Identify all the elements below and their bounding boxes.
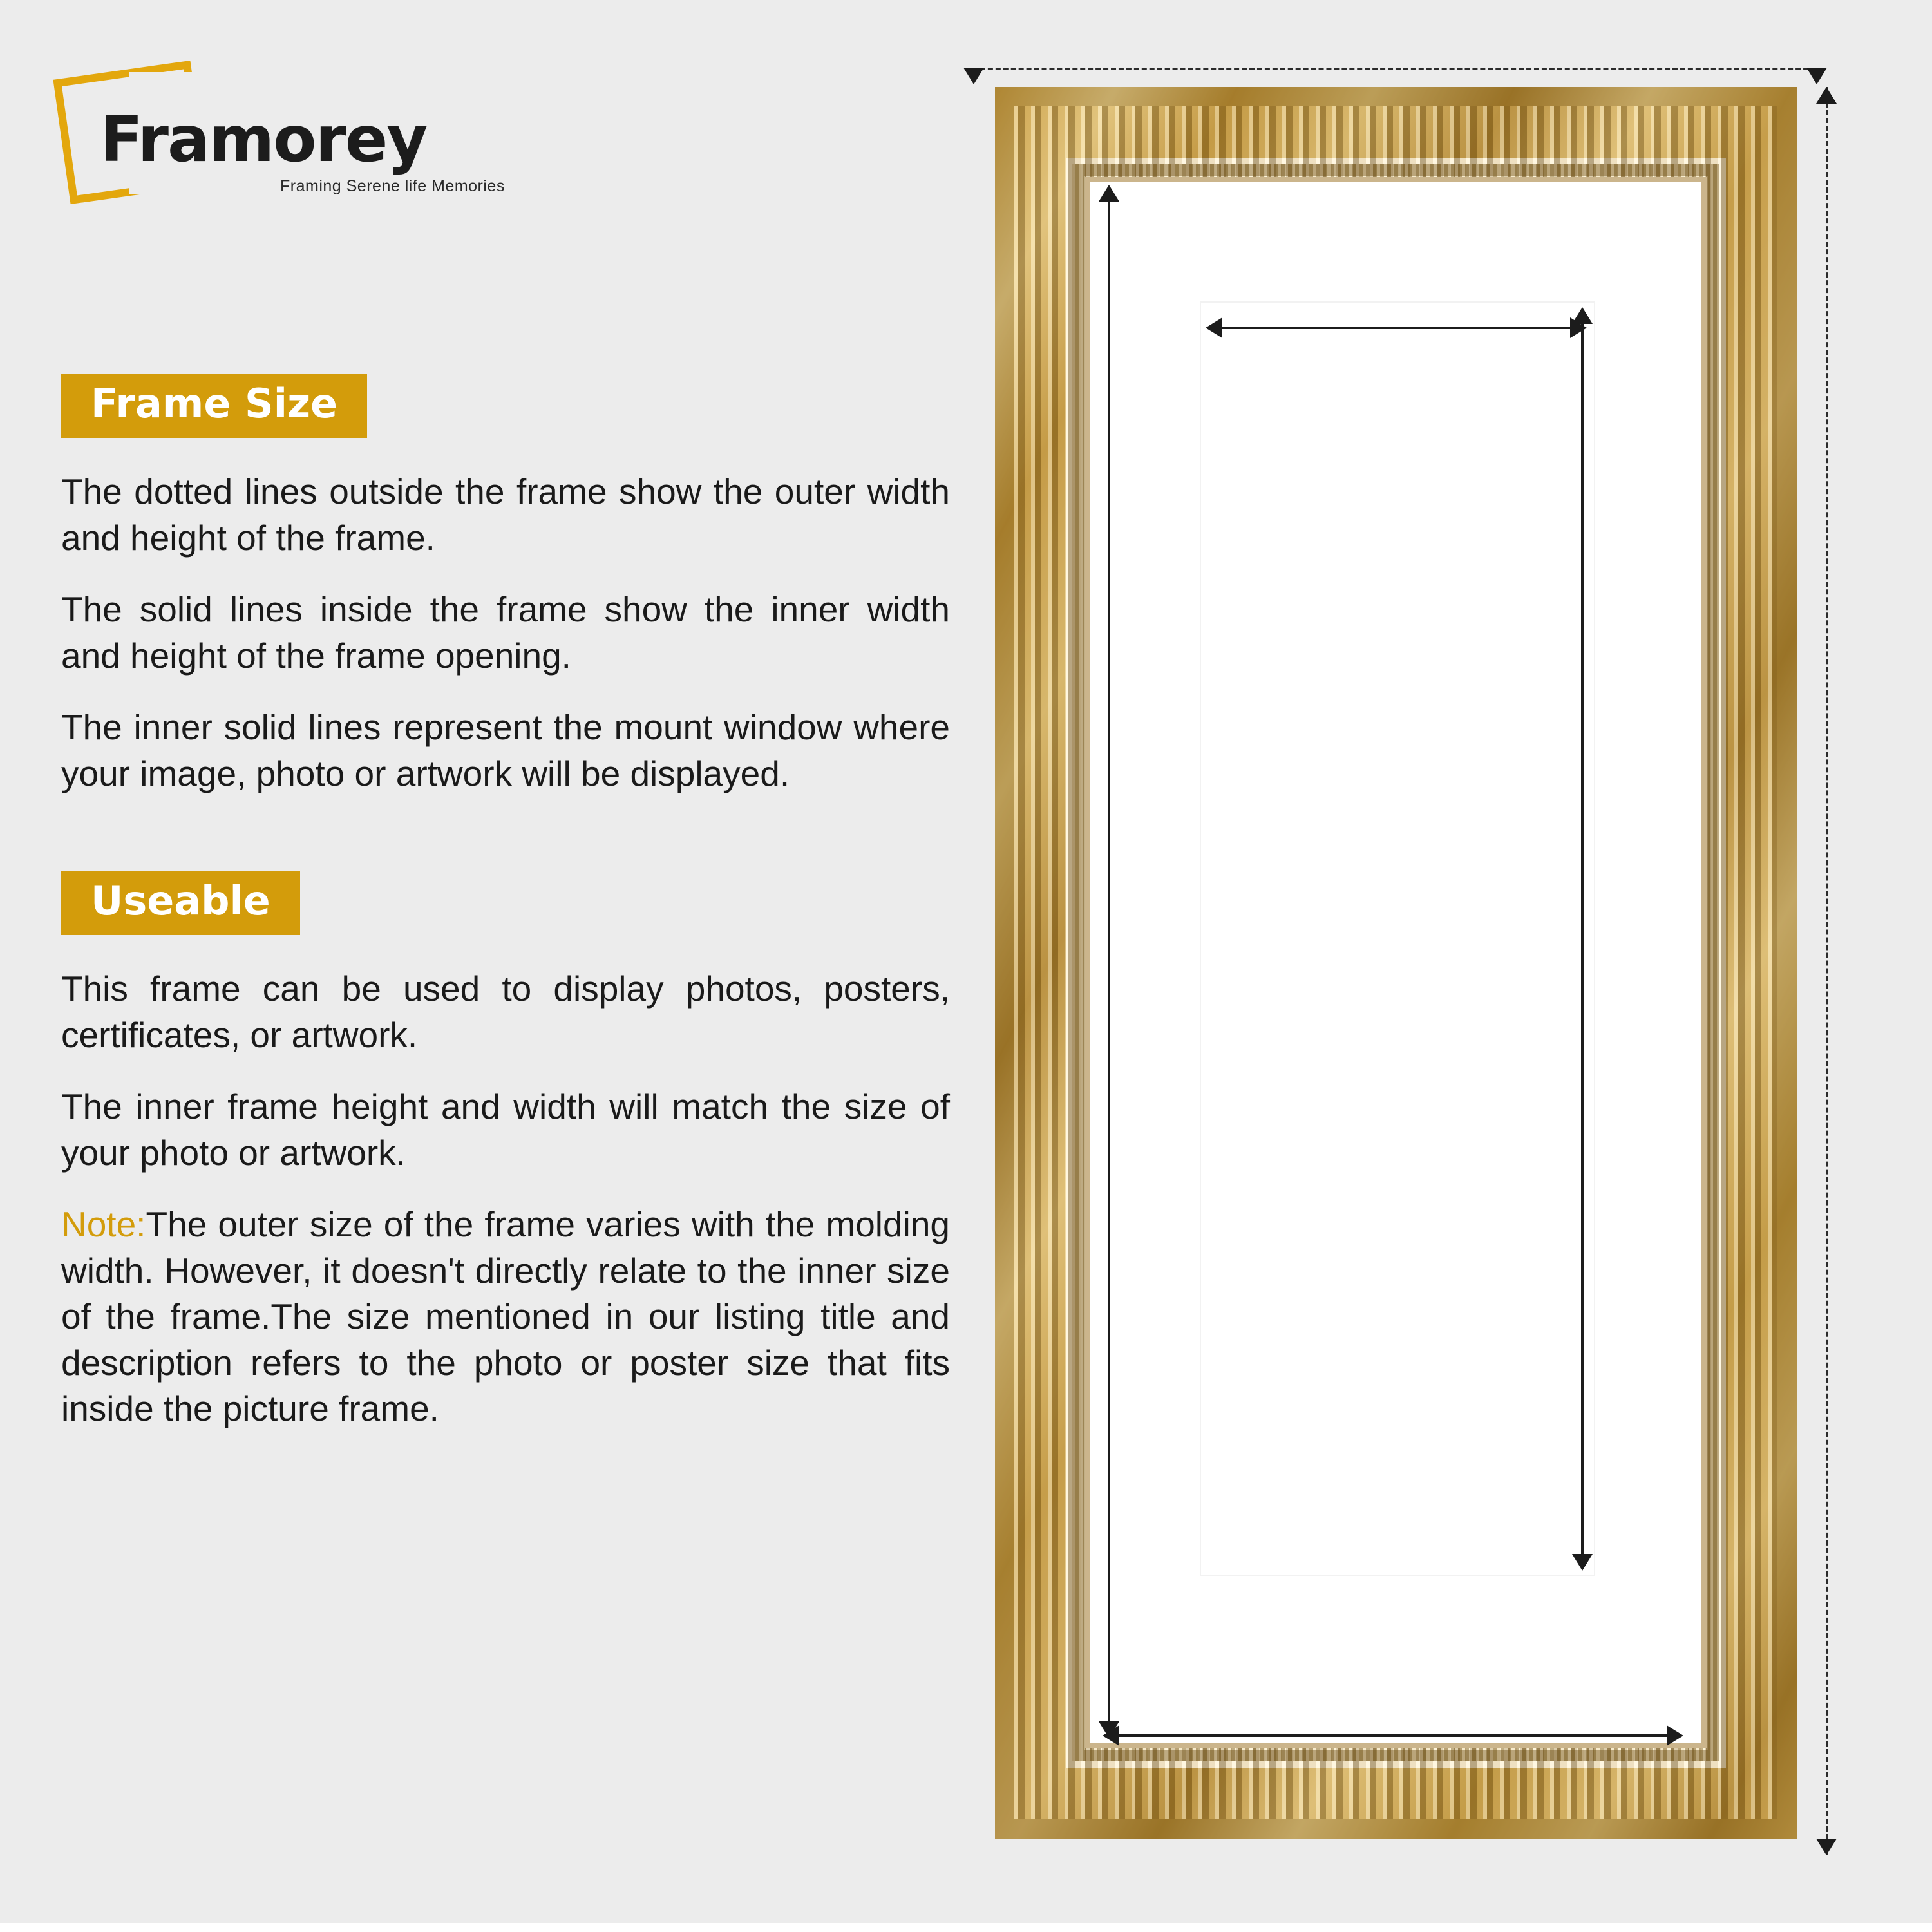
frame-size-paragraph-2: The solid lines inside the frame show the inner width and height of the frame opening. bbox=[61, 589, 950, 676]
section-useable bbox=[61, 871, 963, 1432]
info-column bbox=[61, 374, 963, 1432]
inner-width-arrow-right bbox=[1667, 1725, 1683, 1746]
mount-height-arrow-bottom bbox=[1572, 1554, 1593, 1571]
inner-height-line bbox=[1108, 190, 1110, 1736]
outer-dimension-line-right bbox=[1826, 87, 1828, 1855]
mount-width-arrow-left bbox=[1206, 317, 1222, 338]
inner-width-arrow-left bbox=[1103, 1725, 1119, 1746]
outer-arrow-top-right bbox=[1806, 68, 1827, 84]
useable-paragraph-2: The inner frame height and width will match the size of your photo or artwork. bbox=[61, 1086, 950, 1173]
frame-size-paragraph-3: The inner solid lines represent the mount window where your image, photo or artwork will be displayed. bbox=[61, 707, 950, 793]
inner-height-arrow-top bbox=[1099, 185, 1119, 202]
outer-arrow-right-bottom bbox=[1816, 1839, 1837, 1855]
outer-arrow-top-left bbox=[963, 68, 984, 84]
brand-tagline: Framing Serene life Memories bbox=[280, 177, 505, 195]
section-badge-frame-size: Frame Size bbox=[61, 374, 367, 438]
section-frame-size bbox=[61, 374, 963, 797]
page-bottom-edge bbox=[0, 1923, 1932, 1932]
note-text: The outer size of the frame varies with the molding width. However, it doesn't directly relate to the inner size of the frame.The size mentioned in our listing title and description refers to the photo or poster size that fits inside the picture frame. bbox=[61, 1204, 950, 1428]
brand-logo bbox=[61, 45, 505, 195]
useable-paragraph-1: This frame can be used to display photos, posters, certificates, or artwork. bbox=[61, 969, 950, 1055]
mount-width-line bbox=[1211, 327, 1584, 329]
brand-name: Framorey bbox=[100, 103, 427, 176]
frame-size-paragraph-1: The dotted lines outside the frame show the outer width and height of the frame. bbox=[61, 471, 950, 558]
mount-height-line bbox=[1581, 312, 1584, 1568]
section-badge-useable: Useable bbox=[61, 871, 300, 935]
useable-note bbox=[61, 1202, 950, 1432]
note-label: Note: bbox=[61, 1204, 146, 1244]
inner-width-line bbox=[1108, 1734, 1681, 1737]
outer-arrow-right-top bbox=[1816, 87, 1837, 104]
mount-width-arrow-right bbox=[1570, 317, 1587, 338]
frame-diagram bbox=[953, 61, 1874, 1884]
mount-window bbox=[1201, 303, 1594, 1575]
outer-dimension-line-top bbox=[972, 68, 1816, 70]
